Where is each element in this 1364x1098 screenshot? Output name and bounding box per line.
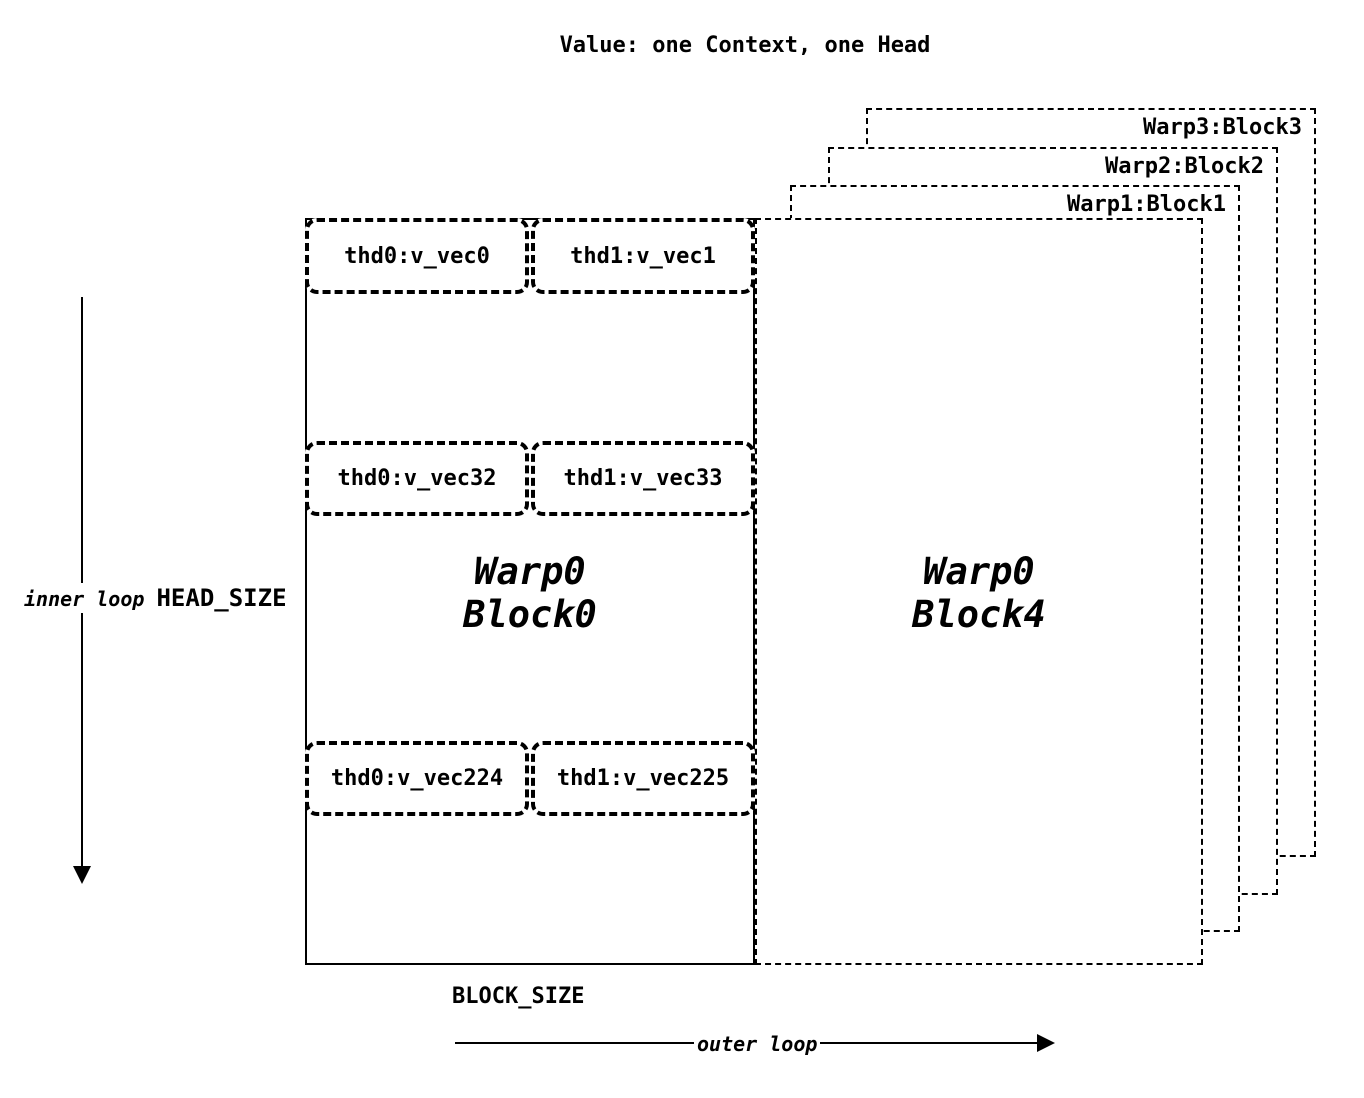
warp0-block0-label-line2: Block0 bbox=[463, 593, 597, 636]
warp0-block4-label-line1: Warp0 bbox=[923, 550, 1035, 593]
arrow-down-icon bbox=[73, 866, 91, 884]
outer-loop-axis-label: outer loop bbox=[694, 1032, 820, 1056]
vec-cell-thd1-v_vec225 bbox=[531, 741, 755, 816]
warp0-block4-label bbox=[757, 550, 1201, 636]
warp3-block3-label: Warp3:Block3 bbox=[1143, 115, 1302, 140]
block-size-label: BLOCK_SIZE bbox=[452, 984, 585, 1009]
vec-cell-label: thd0:v_vec224 bbox=[330, 766, 504, 791]
inner-loop-arrow-line bbox=[81, 297, 83, 866]
vec-cell-label: thd0:v_vec32 bbox=[337, 466, 497, 491]
warp2-block2-label: Warp2:Block2 bbox=[1105, 154, 1264, 179]
vec-cell-label: thd1:v_vec225 bbox=[556, 766, 730, 791]
vec-cell-thd0-v_vec224 bbox=[305, 741, 529, 816]
vec-cell-label: thd1:v_vec33 bbox=[563, 466, 723, 491]
vec-cell-label: thd0:v_vec0 bbox=[344, 243, 490, 269]
inner-loop-text: inner loop bbox=[24, 587, 145, 611]
warp0-block0-label-line1: Warp0 bbox=[474, 550, 586, 593]
arrow-right-icon bbox=[1037, 1034, 1055, 1052]
inner-loop-axis-label bbox=[22, 583, 289, 613]
warp1-block1-label: Warp1:Block1 bbox=[1067, 192, 1226, 217]
vec-cell-thd0-v_vec32 bbox=[305, 441, 529, 516]
warp0-block0-label bbox=[307, 550, 753, 636]
warp0-block4-label-line2: Block4 bbox=[912, 593, 1046, 636]
vec-cell-thd1-v_vec33 bbox=[531, 441, 755, 516]
head-size-text: HEAD_SIZE bbox=[156, 584, 287, 612]
vec-cell-label: thd1:v_vec1 bbox=[570, 243, 716, 269]
warp0-block4-box bbox=[755, 218, 1203, 965]
vec-cell-thd0-v_vec0 bbox=[305, 218, 529, 294]
diagram-title: Value: one Context, one Head bbox=[559, 33, 931, 58]
vec-cell-thd1-v_vec1 bbox=[531, 218, 755, 294]
warp0-block0-box bbox=[305, 218, 755, 965]
